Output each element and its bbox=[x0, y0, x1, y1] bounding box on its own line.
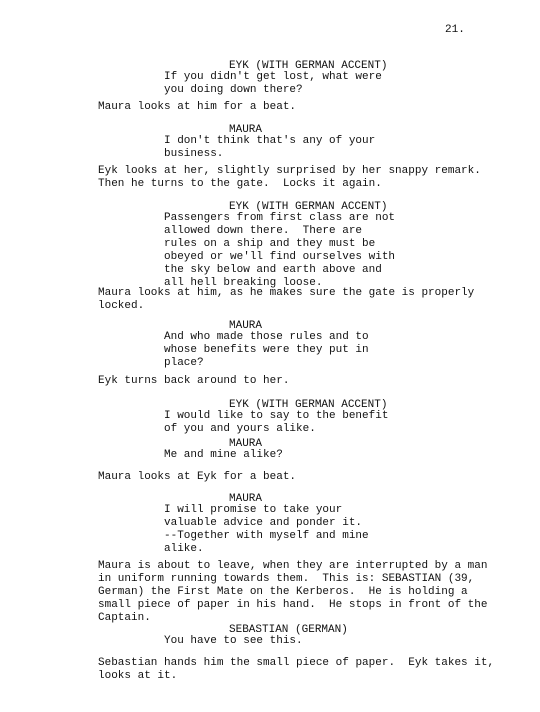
dialogue-line: Passengers from first class are not bbox=[164, 212, 396, 224]
dialogue-line: rules on a ship and they must be bbox=[164, 238, 376, 250]
dialogue-line: I would like to say to the benefit bbox=[164, 410, 389, 422]
dialogue-line: whose benefits were they put in bbox=[164, 344, 369, 356]
action-line-line: Eyk looks at her, slightly surprised by her snappy remark. bbox=[98, 165, 481, 177]
action-line-line: Maura looks at him, as he makes sure the gate is properly bbox=[98, 287, 475, 299]
character-cue-line: MAURA bbox=[229, 124, 263, 136]
dialogue-line: alike. bbox=[164, 543, 204, 555]
dialogue-line: I will promise to take your bbox=[164, 504, 343, 516]
character-cue-line: EYK (WITH GERMAN ACCENT) bbox=[229, 201, 388, 213]
action-line-line: Then he turns to the gate. Locks it again. bbox=[98, 178, 382, 190]
action-line-line: Eyk turns back around to her. bbox=[98, 375, 290, 387]
action-line-line: looks at it. bbox=[98, 670, 178, 682]
action-line-line: Maura looks at Eyk for a beat. bbox=[98, 471, 297, 483]
dialogue-line: the sky below and earth above and bbox=[164, 264, 382, 276]
character-cue-line: MAURA bbox=[229, 493, 263, 505]
action-line-line: in uniform running towards them. This is: SEBASTIAN (39, bbox=[98, 573, 475, 585]
dialogue-line: And who made those rules and to bbox=[164, 331, 369, 343]
character-cue-line: SEBASTIAN (GERMAN) bbox=[229, 624, 348, 636]
dialogue-line: You have to see this. bbox=[164, 635, 303, 647]
dialogue-line: business. bbox=[164, 148, 224, 160]
dialogue-line: If you didn't get lost, what were bbox=[164, 71, 382, 83]
action-line-line: Sebastian hands him the small piece of paper. Eyk takes it, bbox=[98, 657, 495, 669]
action-line-line: Maura is about to leave, when they are interrupted by a man bbox=[98, 560, 488, 572]
dialogue-line: obeyed or we'll find ourselves with bbox=[164, 251, 396, 263]
dialogue-line: Me and mine alike? bbox=[164, 449, 283, 461]
dialogue-line: you doing down there? bbox=[164, 84, 303, 96]
character-cue-line: EYK (WITH GERMAN ACCENT) bbox=[229, 399, 388, 411]
character-cue-line: MAURA bbox=[229, 438, 263, 450]
character-cue-line: MAURA bbox=[229, 320, 263, 332]
dialogue-line: allowed down there. There are bbox=[164, 225, 363, 237]
action-line-line: Maura looks at him for a beat. bbox=[98, 101, 297, 113]
dialogue-line: --Together with myself and mine bbox=[164, 530, 369, 542]
dialogue-line: I don't think that's any of your bbox=[164, 135, 376, 147]
character-cue-line: EYK (WITH GERMAN ACCENT) bbox=[229, 60, 388, 72]
dialogue-line: valuable advice and ponder it. bbox=[164, 517, 363, 529]
dialogue-line: place? bbox=[164, 357, 204, 369]
action-line-line: small piece of paper in his hand. He stops in front of the bbox=[98, 599, 488, 611]
page-number: 21. bbox=[445, 24, 465, 36]
action-line-line: Captain. bbox=[98, 612, 151, 624]
action-line-line: locked. bbox=[98, 300, 145, 312]
dialogue-line: of you and yours alike. bbox=[164, 423, 316, 435]
action-line-line: German) the First Mate on the Kerberos. He is holding a bbox=[98, 586, 468, 598]
dialogue-line: all hell breaking loose. bbox=[164, 277, 323, 289]
